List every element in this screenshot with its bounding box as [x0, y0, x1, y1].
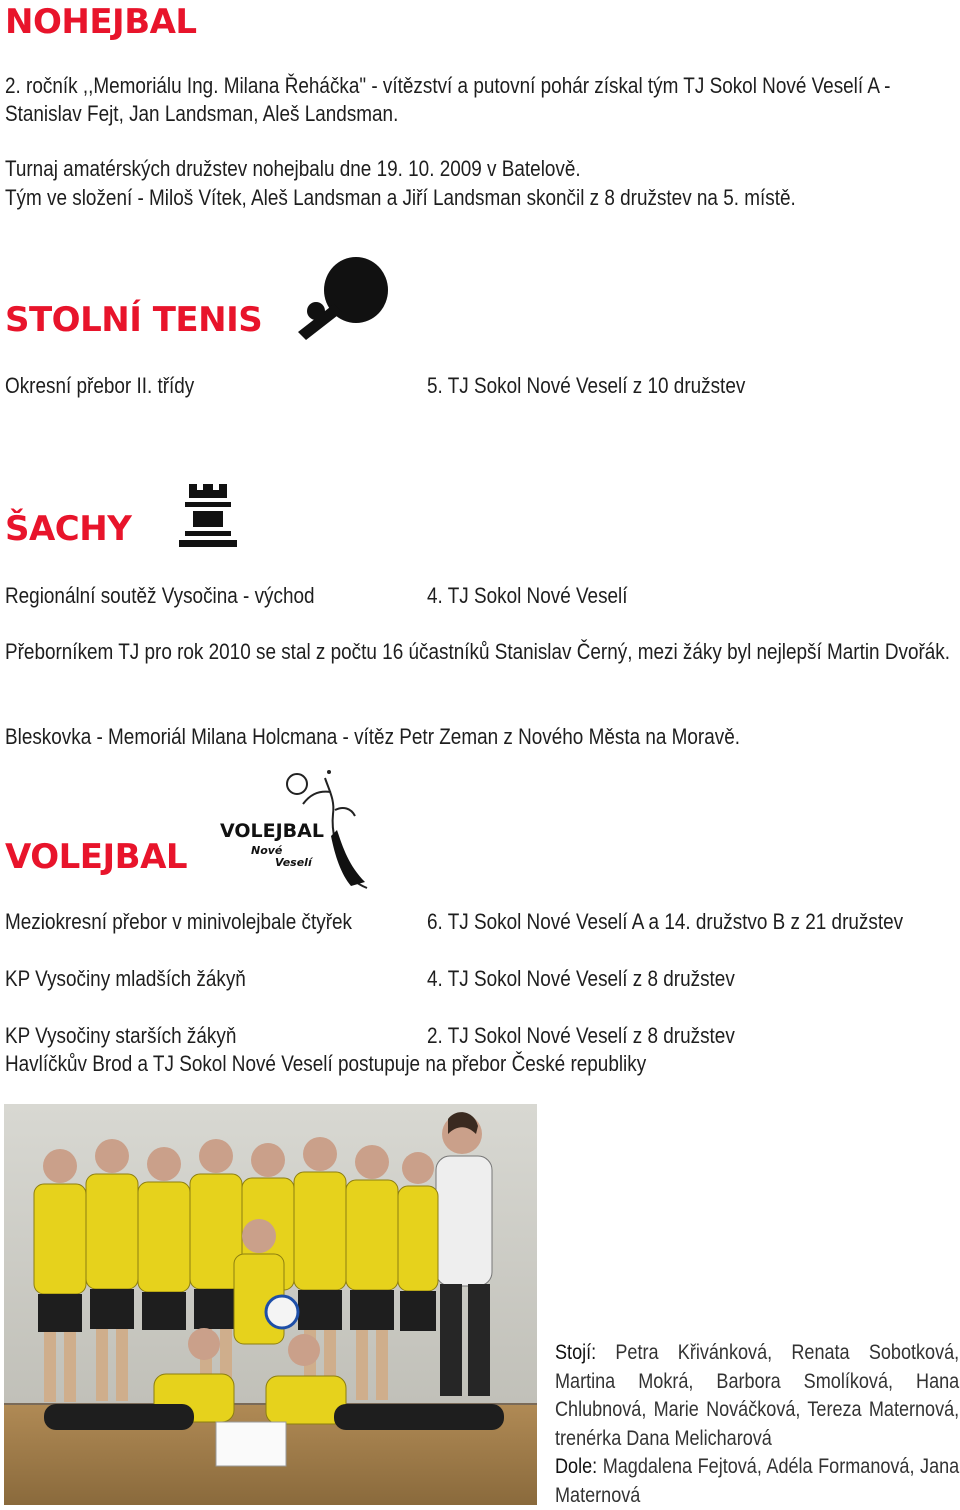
sachy-result: 4. TJ Sokol Nové Veselí: [427, 583, 628, 608]
ping-pong-paddle-icon: [296, 254, 392, 342]
volejbal-competition-3: KP Vysočiny starších žákyň: [5, 1023, 237, 1048]
volejbal-competition-2: KP Vysočiny mladších žákyň: [5, 966, 246, 991]
stolni-tenis-result: 5. TJ Sokol Nové Veselí z 10 družstev: [427, 373, 746, 398]
sachy-paragraph-2: Bleskovka - Memoriál Milana Holcmana - vítěz Petr Zeman z Nového Města na Moravě.: [5, 724, 741, 749]
caption-standing-names: Petra Křivánková, Renata Sobotková, Martina Mokrá, Barbora Smolíková, Hana Chlubnová, Marie Nováčková, Tereza Maternová, trenérka Dana Melicharová: [555, 1341, 960, 1450]
heading-sachy: ŠACHY: [5, 509, 132, 549]
sachy-competition: Regionální soutěž Vysočina - východ: [5, 583, 315, 608]
nohejbal-line-1: 2. ročník ,,Memoriálu Ing. Milana Řeháčka" - vítězství a putovní pohár získal tým TJ Sokol Nové Veselí A -: [5, 73, 891, 98]
nohejbal-line-3: Turnaj amatérských družstev nohejbalu dne 19. 10. 2009 v Batelově.: [5, 156, 581, 181]
logo-text-veseli: Veselí: [275, 856, 312, 869]
volejbal-nove-veseli-logo: [217, 770, 377, 892]
team-photo: [4, 1104, 537, 1505]
chess-rook-icon: [177, 484, 239, 547]
nohejbal-line-2: Stanislav Fejt, Jan Landsman, Aleš Landsman.: [5, 101, 399, 126]
logo-text-nove: Nové: [251, 844, 283, 857]
caption-front-label: Dole:: [555, 1455, 598, 1478]
volejbal-competition-1: Meziokresní přebor v minivolejbale čtyřek: [5, 909, 353, 934]
sachy-paragraph-1: Přeborníkem TJ pro rok 2010 se stal z počtu 16 účastníků Stanislav Černý, mezi žáky byl nejlepší Martin Dvořák.: [5, 639, 951, 664]
stolni-tenis-competition: Okresní přebor II. třídy: [5, 373, 195, 398]
heading-nohejbal: NOHEJBAL: [5, 2, 197, 42]
photo-caption: [555, 1339, 959, 1510]
volejbal-result-1: 6. TJ Sokol Nové Veselí A a 14. družstvo B z 21 družstev: [427, 909, 904, 934]
volejbal-note: Havlíčkův Brod a TJ Sokol Nové Veselí postupuje na přebor České republiky: [5, 1051, 647, 1076]
caption-front-names: Magdalena Fejtová, Adéla Formanová, Jana Maternová: [555, 1455, 960, 1507]
volejbal-result-3: 2. TJ Sokol Nové Veselí z 8 družstev: [427, 1023, 735, 1048]
nohejbal-line-4: Tým ve složení - Miloš Vítek, Aleš Landsman a Jiří Landsman skončil z 8 družstev na 5. místě.: [5, 185, 796, 210]
volejbal-result-2: 4. TJ Sokol Nové Veselí z 8 družstev: [427, 966, 735, 991]
heading-stolni-tenis: STOLNÍ TENIS: [5, 300, 263, 340]
caption-standing-label: Stojí:: [555, 1341, 597, 1364]
heading-volejbal: VOLEJBAL: [5, 837, 188, 877]
logo-text-volejbal: VOLEJBAL: [220, 820, 324, 842]
